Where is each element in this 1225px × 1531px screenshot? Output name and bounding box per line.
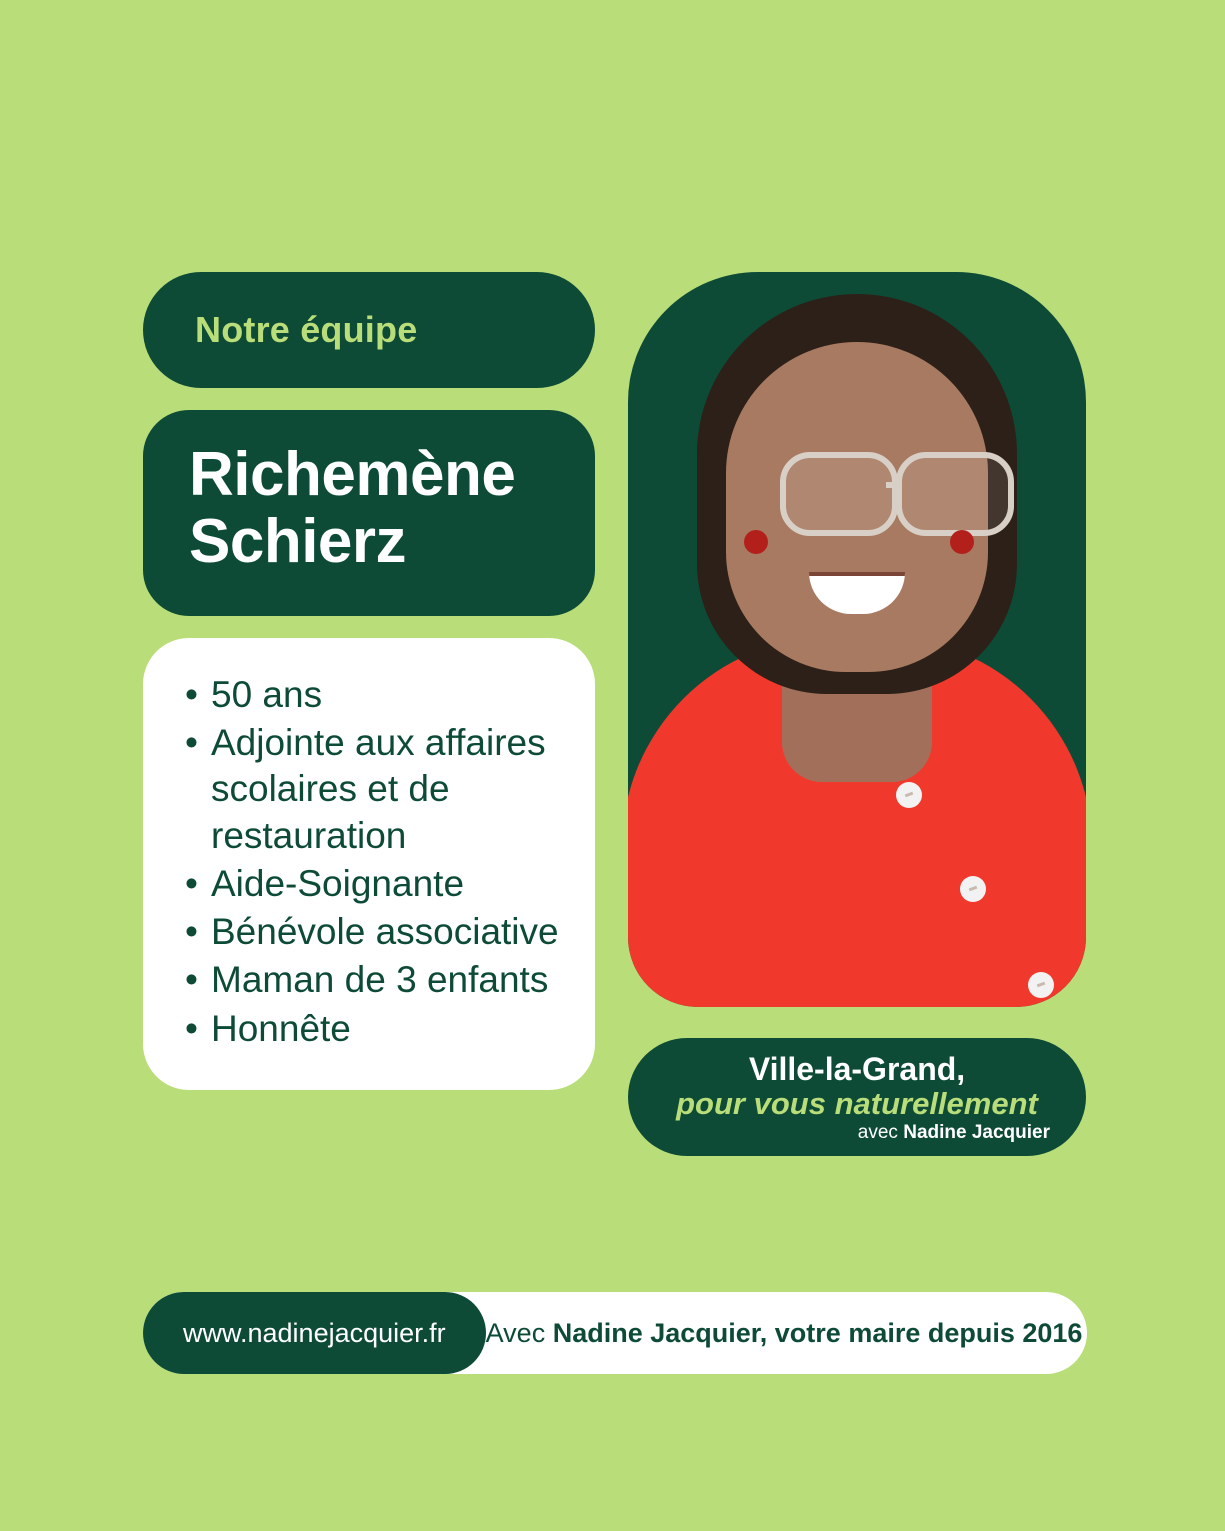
footer-tagline: [486, 1318, 1107, 1349]
fact-text: Maman de 3 enfants: [211, 959, 549, 1001]
profile-last-name: Schierz: [189, 506, 407, 576]
facts-card: [143, 638, 595, 1090]
footer-bar: [143, 1292, 1087, 1374]
garment-button: [960, 876, 986, 902]
bullet-icon: •: [185, 911, 198, 953]
fact-text: 50 ans: [211, 673, 323, 715]
portrait-earring-left: [744, 530, 768, 554]
facts-list: [173, 672, 565, 1052]
bullet-icon: •: [185, 862, 198, 904]
list-item: [173, 720, 565, 859]
list-item: [173, 957, 565, 1003]
profile-first-name: Richemène: [189, 440, 516, 509]
slogan-attribution: [664, 1122, 1050, 1144]
footer-tagline-prefix: Avec: [485, 1317, 553, 1348]
garment-button: [896, 782, 922, 808]
bullet-icon: •: [185, 1007, 198, 1049]
name-card: [143, 410, 595, 616]
slogan-city: Ville-la-Grand,: [748, 1051, 966, 1087]
slogan-pill: [628, 1038, 1086, 1156]
portrait-glasses-right: [896, 452, 1014, 536]
slogan-tagline: pour vous naturellement: [676, 1085, 1038, 1121]
portrait-earring-right: [950, 530, 974, 554]
list-item: [173, 672, 565, 718]
list-item: [173, 861, 565, 907]
garment-button: [1028, 972, 1054, 998]
portrait-glasses-bridge: [886, 482, 896, 488]
eyebrow-pill: [143, 272, 595, 388]
website-link[interactable]: www.nadinejacquier.fr: [143, 1292, 486, 1374]
fact-text: Honnête: [211, 1007, 351, 1049]
bullet-icon: •: [185, 722, 198, 764]
footer-tagline-strong: Nadine Jacquier, votre maire depuis 2016: [552, 1317, 1083, 1348]
bullet-icon: •: [185, 673, 198, 715]
portrait-glasses-left: [780, 452, 898, 536]
portrait-photo: [628, 272, 1086, 1007]
eyebrow-label: Notre équipe: [195, 309, 418, 350]
fact-text: Adjointe aux affaires scolaires et de restauration: [211, 722, 546, 856]
left-column: [143, 272, 598, 1090]
list-item: [173, 909, 565, 955]
list-item: [173, 1006, 565, 1052]
fact-text: Bénévole associative: [211, 911, 559, 953]
fact-text: Aide-Soignante: [211, 862, 465, 904]
bullet-icon: •: [185, 959, 198, 1001]
slogan-attribution-prefix: avec: [857, 1122, 904, 1144]
slogan-attribution-name: Nadine Jacquier: [903, 1122, 1050, 1144]
